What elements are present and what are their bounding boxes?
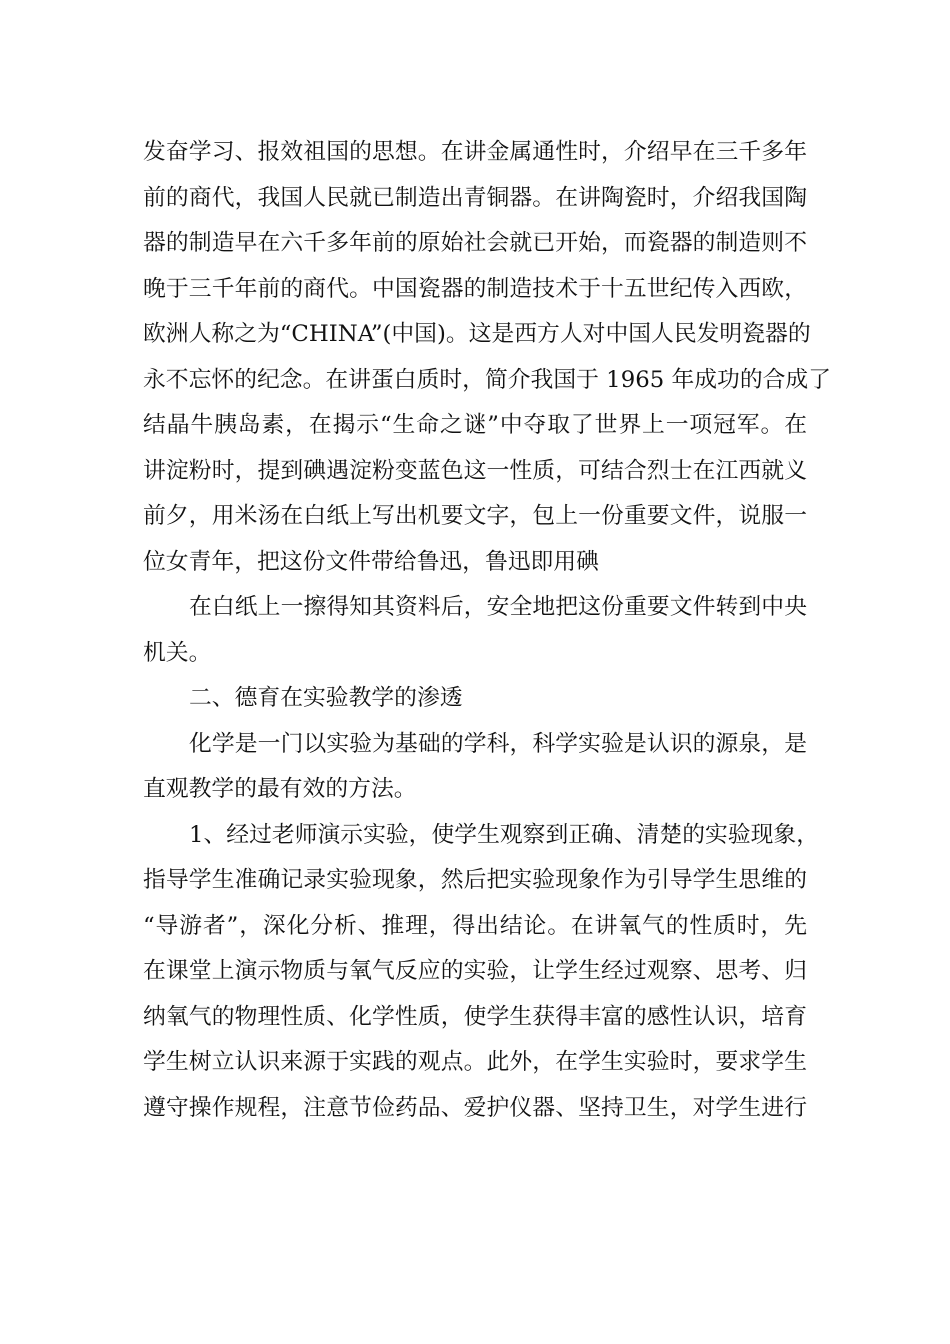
text-line: 前的商代，我国人民就已制造出青铜器。在讲陶瓷时，介绍我国陶 (143, 184, 807, 211)
text-line: 器的制造早在六千多年前的原始社会就已开始，而瓷器的制造则不 (143, 230, 807, 256)
text-line: 在白纸上一擦得知其资料后，安全地把这份重要文件转到中央 (189, 594, 807, 620)
text-line: 化学是一门以实验为基础的学科，科学实验是认识的源泉，是 (189, 730, 807, 757)
text-line: 机关。 (143, 639, 212, 666)
text-line: 学生树立认识来源于实践的观点。此外，在学生实验时，要求学生 (143, 1049, 807, 1075)
text-line: 讲淀粉时，提到碘遇淀粉变蓝色这一性质，可结合烈士在江西就义 (143, 457, 807, 484)
text-line: 指导学生准确记录实验现象，然后把实验现象作为引导学生思维的 (143, 867, 807, 893)
text-line: 前夕，用米汤在白纸上写出机要文字，包上一份重要文件，说服一 (143, 503, 807, 529)
text-line: 1、经过老师演示实验，使学生观察到正确、清楚的实验现象， (189, 821, 820, 848)
text-line: 晚于三千年前的商代。中国瓷器的制造技术于十五世纪传入西欧， (143, 275, 807, 302)
document-body (143, 130, 832, 1131)
text-line: 欧洲人称之为“CHINA”(中国)。这是西方人对中国人民发明瓷器的 (143, 321, 811, 347)
text-line: 永不忘怀的纪念。在讲蛋白质时，简介我国于 1965 年成功的合成了 (143, 366, 832, 393)
text-line: 结晶牛胰岛素，在揭示“生命之谜”中夺取了世界上一项冠军。在 (143, 412, 807, 438)
text-line: 位女青年，把这份文件带给鲁迅，鲁迅即用碘 (143, 548, 599, 575)
text-line: 直观教学的最有效的方法。 (143, 776, 417, 802)
text-line: 发奋学习、报效祖国的思想。在讲金属通性时，介绍早在三千多年 (143, 139, 807, 165)
text-line: 在课堂上演示物质与氧气反应的实验，让学生经过观察、思考、归 (143, 958, 807, 984)
section-heading: 二、德育在实验教学的渗透 (189, 685, 463, 711)
text-line: “导游者”，深化分析、推理，得出结论。在讲氧气的性质时，先 (143, 912, 807, 939)
text-line: 遵守操作规程，注意节俭药品、爱护仪器、坚持卫生，对学生进行 (143, 1094, 807, 1121)
text-line: 纳氧气的物理性质、化学性质，使学生获得丰富的感性认识，培育 (143, 1003, 807, 1030)
